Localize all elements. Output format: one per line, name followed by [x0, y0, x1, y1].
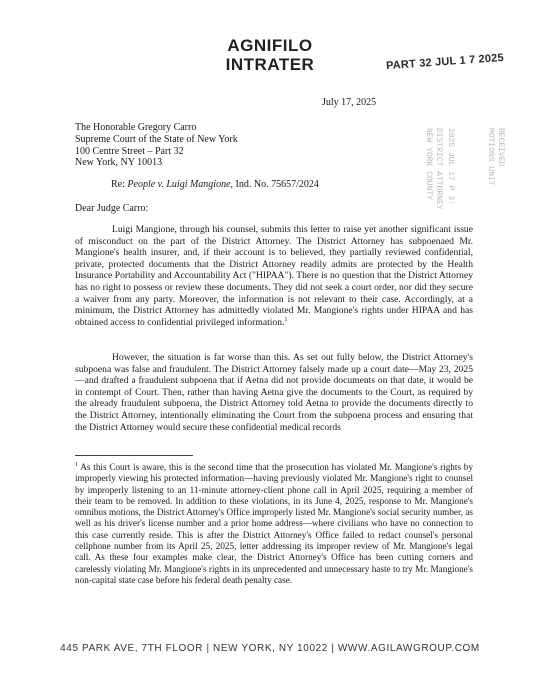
body-paragraph-2: However, the situation is far worse than this. As set out fully below, the District Attorney's subpoena was false and fraudulent. The District Attorney falsely made up a court date—May 23, 2025—and drafted a fraudulent subpoena that if Aetna did not provide documents on that date, it would be in contempt of Court. Then, rather than having Aetna give the documents to the Court, as required by the already fraudulent subpoena, the District Attorney told Aetna to provide the documents directly to the District Attorney, intentionally eliminating the Court from the subpoena process and ensuring that the District Attorney would secure these confidential medical records: [75, 352, 473, 433]
footnote-text: As this Court is aware, this is the second time that the prosecution has violated Mr. Mangione's rights by improperly viewing his protected information—having previously violated Mr. Mangione's right to counsel by improperly listening to an 11-minute attorney-client phone call in April 2025, requiring a member of their team to be removed. In addition to these violations, in its June 4, 2025, response to Mr. Mangione's omnibus motions, the District Attorney's Office improperly listed Mr. Mangione's social security number, as well as his driver's license number and a prior home address—where civilians who have no connection to this case currently reside. This is after the District Attorney's Office failed to redact counsel's personal cellphone number from its April 25, 2025, letter addressing its improper review of Mr. Mangione's legal call. As these four examples make clear, the District Attorney's Office has been cutting corners and carelessly violating Mr. Mangione's rights in its unprecedented and unnecessary haste to try Mr. Mangione's non-capital state case before his federal death penalty case.: [75, 462, 473, 585]
stamp-part-date: JUL 1 7 2025: [434, 51, 505, 69]
stamp-line: RECEIVED: [496, 128, 505, 167]
paragraph-1-text: Luigi Mangione, through his counsel, submits this letter to raise yet another significant issue of misconduct on the part of the District Attorney. The District Attorney has subpoenaed Mr. Mangione's health insurer, and, if their account is to believed, they partially reviewed confidential, private, protected documents that the District Attorney readily admits are protected by the Health Insurance Portability and Accountability Act ("HIPAA"). There is no question that the District Attorney has no right to possess or review these documents. They did not seek a court order, nor did they secure a waiver from any party. Moreover, the information is not relevant to their case. Accordingly, at a minimum, the District Attorney has admittedly violated Mr. Mangione's rights under HIPAA and has obtained access to confidential privileged information.: [75, 224, 473, 328]
stamp-line: DISTRICT ATTORNEY: [434, 128, 443, 210]
recipient-address: [75, 122, 238, 169]
address-line: Supreme Court of the State of New York: [75, 133, 238, 145]
footnote-reference: 1: [284, 316, 288, 323]
body-paragraph-1: [75, 224, 473, 328]
address-line: The Honorable Gregory Carro: [75, 122, 197, 133]
address-line: New York, NY 10013: [75, 157, 163, 169]
received-stamp: [400, 128, 520, 238]
re-index-number: , Ind. No. 75657/2024: [230, 179, 319, 190]
footer-address: 445 PARK AVE, 7TH FLOOR | NEW YORK, NY 10022 | WWW.AGILAWGROUP.COM: [60, 643, 480, 654]
re-case-name: People v. Luigi Mangione: [127, 179, 231, 190]
letterhead-line-2: INTRATER: [225, 55, 315, 74]
letterhead-line-1: AGNIFILO: [227, 36, 313, 55]
stamp-line: MOTIONS UNIT: [486, 128, 495, 186]
stamp-part-label: PART 32: [385, 56, 433, 73]
stamp-line: NEW YORK COUNTY: [424, 128, 433, 201]
stamp-line: 2025 JUL 17 P 3:: [446, 128, 455, 205]
footnote: [75, 462, 473, 586]
re-prefix: Re:: [111, 179, 128, 190]
footnote-divider: [75, 455, 193, 456]
footnote-marker: 1: [75, 461, 78, 468]
salutation: Dear Judge Carro:: [75, 203, 149, 214]
address-line: 100 Centre Street – Part 32: [75, 145, 184, 157]
letter-date: July 17, 2025: [322, 97, 377, 108]
re-line: [111, 179, 319, 190]
